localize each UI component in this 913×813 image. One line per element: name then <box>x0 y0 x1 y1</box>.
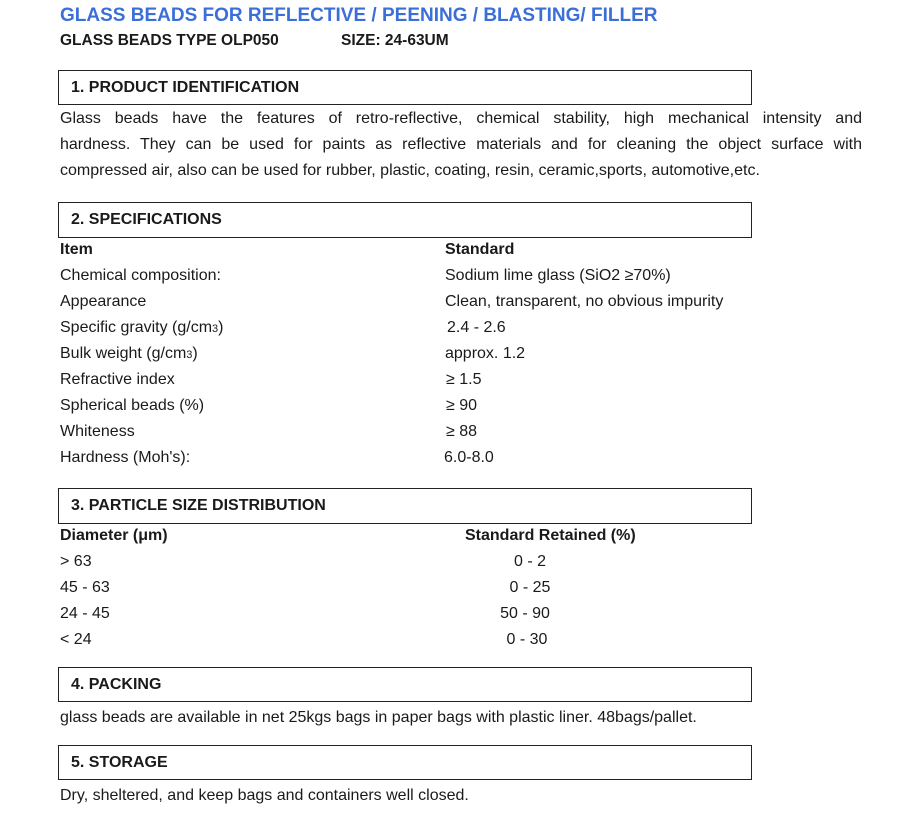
spec-item-text: Bulk weight (g/cm <box>60 345 187 362</box>
section-heading-particle-size-distribution: 3. PARTICLE SIZE DISTRIBUTION <box>58 488 752 524</box>
spec-item-subscript: 3 <box>186 349 193 361</box>
paragraph-line: Glass beads have the features of retro-reflective, chemical stability, high mechanical intensity and <box>60 110 862 127</box>
spec-standard: ≥ 90 <box>446 397 478 414</box>
product-size-label: SIZE: 24-63UM <box>341 32 449 49</box>
spec-item: Whiteness <box>60 423 135 440</box>
spec-item: Refractive index <box>60 371 175 388</box>
psd-retained: 0 - 25 <box>509 579 551 596</box>
psd-retained: 0 - 2 <box>513 553 546 570</box>
psd-diameter: 45 - 63 <box>60 579 110 596</box>
section-heading-storage: 5. STORAGE <box>58 745 752 780</box>
psd-diameter: < 24 <box>60 631 92 648</box>
psd-column-header-diameter: Diameter (μm) <box>60 527 168 544</box>
spec-standard: ≥ 88 <box>446 423 478 440</box>
psd-diameter: > 63 <box>60 553 92 570</box>
psd-retained: 0 - 30 <box>506 631 548 648</box>
paragraph-line: compressed air, also can be used for rubber, plastic, coating, resin, ceramic,sports, automotive,etc. <box>60 162 760 179</box>
spec-item-end: ) <box>218 319 224 336</box>
spec-standard: approx. 1.2 <box>445 345 526 362</box>
spec-item: Spherical beads (%) <box>60 397 205 414</box>
spec-standard: 2.4 - 2.6 <box>447 319 506 336</box>
spec-standard: ≥ 1.5 <box>446 371 482 388</box>
paragraph-line: hardness. They can be used for paints as reflective materials and for cleaning the object surface with <box>60 136 862 153</box>
psd-retained: 50 - 90 <box>500 605 550 622</box>
document-title: GLASS BEADS FOR REFLECTIVE / PEENING / BLASTING/ FILLER <box>60 5 658 26</box>
spec-item-text: Specific gravity (g/cm <box>60 319 213 336</box>
psd-diameter: 24 - 45 <box>60 605 110 622</box>
spec-item <box>60 318 224 339</box>
spec-item: Appearance <box>60 293 147 310</box>
psd-column-header-retained: Standard Retained (%) <box>465 527 636 544</box>
spec-standard: Sodium lime glass (SiO2 ≥70%) <box>445 267 671 284</box>
spec-column-header-item: Item <box>60 241 93 258</box>
product-type-label: GLASS BEADS TYPE OLP050 <box>60 32 279 49</box>
spec-column-header-standard: Standard <box>445 241 515 258</box>
section-heading-packing: 4. PACKING <box>58 667 752 702</box>
spec-standard: 6.0-8.0 <box>444 449 494 466</box>
spec-standard: Clean, transparent, no obvious impurity <box>445 293 724 310</box>
spec-item <box>60 344 198 365</box>
spec-item-end: ) <box>192 345 198 362</box>
storage-text: Dry, sheltered, and keep bags and containers well closed. <box>60 787 469 804</box>
section-heading-specifications: 2. SPECIFICATIONS <box>58 202 752 238</box>
spec-item: Hardness (Moh's): <box>60 449 191 466</box>
packing-text: glass beads are available in net 25kgs bags in paper bags with plastic liner. 48bags/pallet. <box>60 709 697 726</box>
spec-item-subscript: 3 <box>212 323 219 335</box>
product-identification-paragraph <box>60 106 862 184</box>
spec-item: Chemical composition: <box>60 267 221 284</box>
section-heading-product-identification: 1. PRODUCT IDENTIFICATION <box>58 70 752 105</box>
